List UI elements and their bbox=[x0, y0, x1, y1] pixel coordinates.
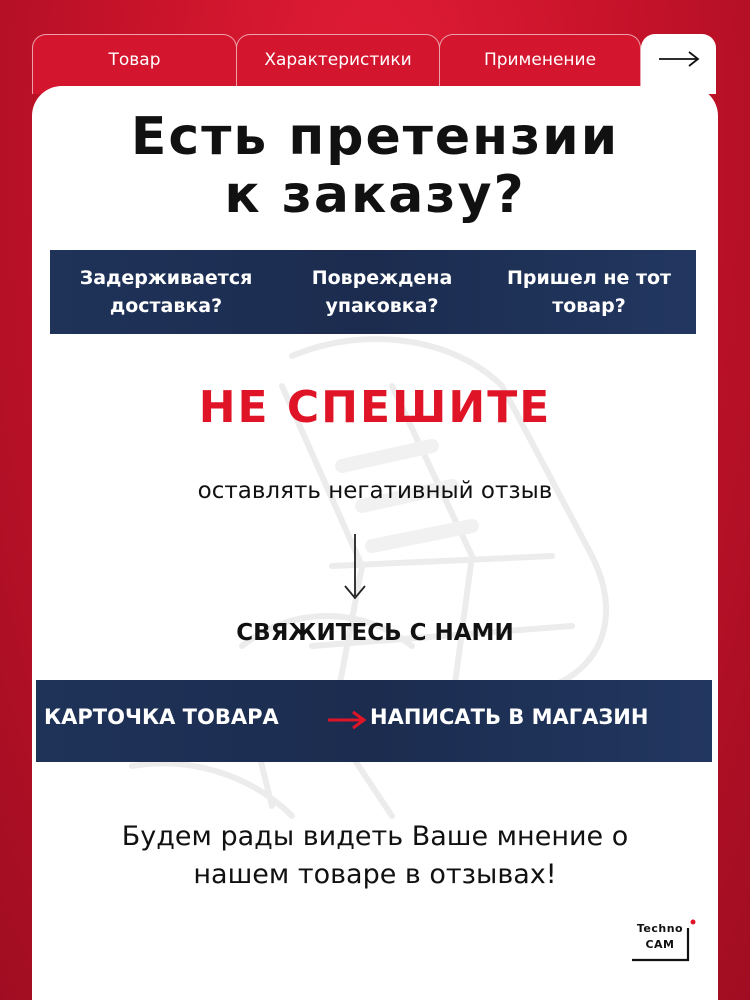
issue-delivery-delayed bbox=[50, 264, 282, 320]
footer-message bbox=[32, 818, 718, 894]
headline: НЕ СПЕШИТЕ bbox=[198, 382, 552, 433]
title-line-1: Есть претензии bbox=[130, 107, 620, 167]
navigation-path-banner bbox=[36, 680, 712, 762]
arrow-right-icon bbox=[657, 49, 701, 69]
issue-line: упаковка? bbox=[325, 295, 439, 317]
subheadline: оставлять негативный отзыв bbox=[197, 478, 553, 504]
brand-logo bbox=[630, 916, 700, 976]
issue-line: Пришел не тот bbox=[506, 267, 672, 289]
red-arrow-right-icon bbox=[326, 708, 368, 732]
title-line-2: к заказу? bbox=[224, 165, 526, 225]
issues-banner bbox=[50, 250, 696, 334]
issue-packaging-damaged bbox=[282, 264, 482, 320]
tab-characteristics[interactable] bbox=[236, 34, 440, 94]
tab-product-label: Товар bbox=[108, 50, 161, 70]
contact-heading: СВЯЖИТЕСЬ С НАМИ bbox=[236, 620, 514, 646]
footer-line-1: Будем рады видеть Ваше мнение о bbox=[121, 821, 629, 852]
logo-line-2: CAM bbox=[645, 938, 675, 951]
path-from: КАРТОЧКА ТОВАРА bbox=[44, 705, 279, 729]
footer-line-2: нашем товаре в отзывах! bbox=[193, 859, 557, 890]
issue-line: товар? bbox=[552, 295, 626, 317]
tab-characteristics-label: Характеристики bbox=[264, 50, 412, 70]
issue-line: Задерживается bbox=[79, 267, 253, 289]
info-card bbox=[32, 86, 718, 1000]
tab-next[interactable] bbox=[641, 34, 716, 94]
logo-line-1: Techno bbox=[636, 922, 684, 935]
arrow-down-icon bbox=[342, 532, 368, 602]
issue-line: Повреждена bbox=[311, 267, 453, 289]
tab-product[interactable] bbox=[32, 34, 237, 94]
tab-usage-label: Применение bbox=[483, 50, 597, 70]
tab-usage[interactable] bbox=[439, 34, 641, 94]
page-title bbox=[32, 108, 718, 224]
issue-wrong-item bbox=[482, 264, 696, 320]
issue-line: доставка? bbox=[109, 295, 223, 317]
path-to: НАПИСАТЬ В МАГАЗИН bbox=[370, 705, 649, 729]
